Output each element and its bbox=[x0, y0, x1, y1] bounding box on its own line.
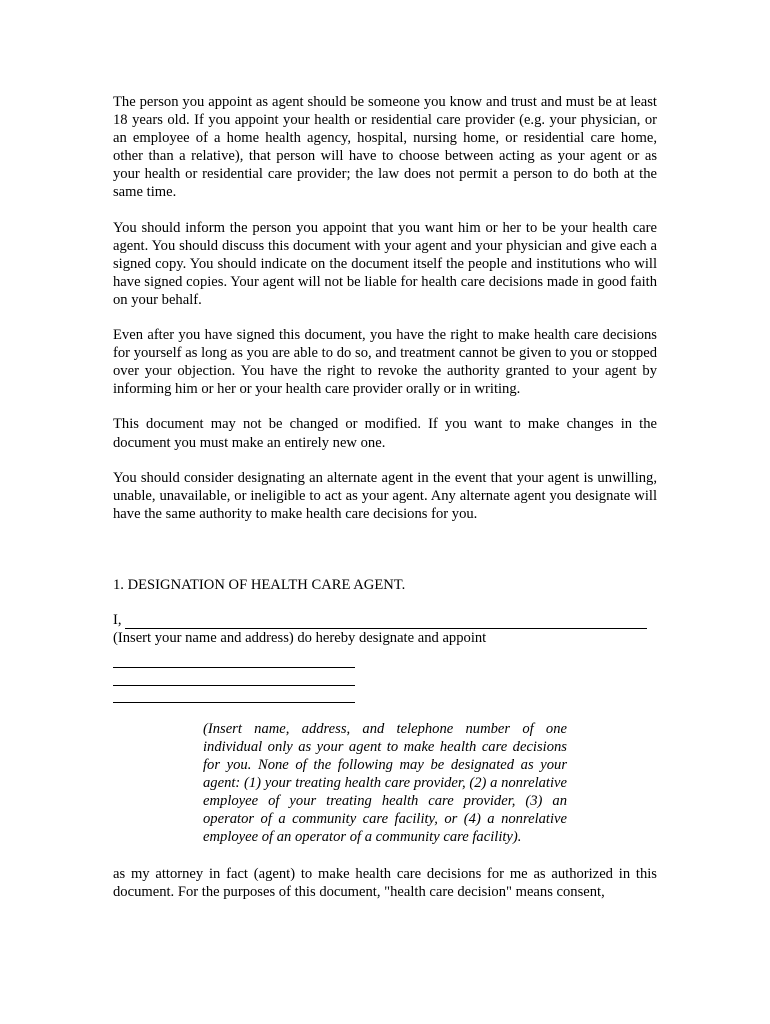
agent-telephone-field[interactable] bbox=[113, 686, 355, 704]
paragraph-inform-agent: You should inform the person you appoint that you want him or her to be your health care agent. You should discuss this document with your agent and your physician and give each a signed copy. You should indicate on the document itself the people and institutions who will have signed copies. Your agent will not be liable for health care decisions made in good faith on your behalf. bbox=[113, 219, 657, 308]
closing-paragraph: as my attorney in fact (agent) to make health care decisions for me as authorized in this document. For the purposes of this document, "health care decision" means consent, bbox=[113, 865, 657, 900]
section-heading: 1. DESIGNATION OF HEALTH CARE AGENT. bbox=[113, 576, 406, 593]
designator-name-field[interactable] bbox=[125, 615, 647, 629]
agent-instruction-note: (Insert name, address, and telephone number of one individual only as your agent to make health care decisions for you. None of the following may be designated as your agent: (1) your treating health care provider, (2) a nonrelative employee of your treating health care provider, (3) an operator of a community care facility, or (4) a nonrelative employee of an operator of a community care facility). bbox=[203, 721, 567, 845]
designation-instruction: (Insert your name and address) do hereby designate and appoint bbox=[113, 629, 487, 646]
paragraph-agent-qualifications: The person you appoint as agent should be someone you know and trust and must be at least 18 years old. If you appoint your health or residential care provider (e.g. your physician, or an employee of a home health agency, hospital, nursing home, or residential care home, other than a relative), that person will have to choose between acting as your agent or as your health or residential care provider; the law does not permit a person to do both at the same time. bbox=[113, 94, 657, 201]
designator-name-line bbox=[113, 611, 647, 629]
designator-prefix: I, bbox=[113, 611, 122, 628]
agent-blank-lines bbox=[113, 651, 657, 704]
agent-address-field[interactable] bbox=[113, 668, 355, 686]
paragraph-no-modification: This document may not be changed or modified. If you want to make changes in the document you must make an entirely new one. bbox=[113, 416, 657, 451]
agent-name-field[interactable] bbox=[113, 651, 355, 669]
paragraph-right-to-decide: Even after you have signed this document, you have the right to make health care decisions for yourself as long as you are able to do so, and treatment cannot be given to you or stopped over your objection. You have the right to revoke the authority granted to your agent by informing him or her or your health care provider orally or in writing. bbox=[113, 327, 657, 398]
paragraph-alternate-agent: You should consider designating an alternate agent in the event that your agent is unwilling, unable, unavailable, or ineligible to act as your agent. Any alternate agent you designate will have the same authority to make health care decisions for you. bbox=[113, 469, 657, 522]
